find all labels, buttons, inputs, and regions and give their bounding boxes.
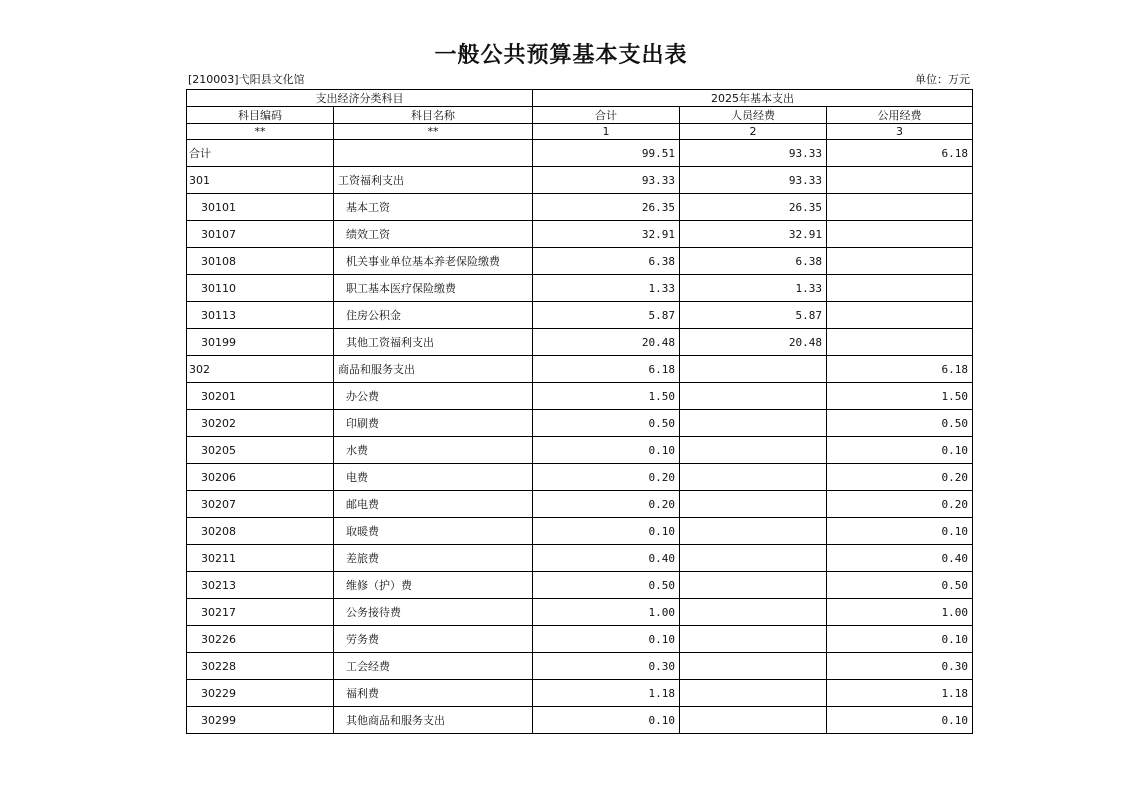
table-row <box>187 275 973 302</box>
row-code: 30213 <box>187 572 334 599</box>
row-code: 30101 <box>187 194 334 221</box>
row-personnel: 93.33 <box>680 167 827 194</box>
header-code: 科目编码 <box>187 107 334 124</box>
row-personnel <box>680 491 827 518</box>
table-row <box>187 437 973 464</box>
row-code: 30205 <box>187 437 334 464</box>
row-name: 福利费 <box>334 680 533 707</box>
row-name: 住房公积金 <box>334 302 533 329</box>
row-code: 30206 <box>187 464 334 491</box>
row-personnel <box>680 707 827 734</box>
row-name <box>334 140 533 167</box>
row-total: 0.10 <box>533 518 680 545</box>
row-name: 电费 <box>334 464 533 491</box>
row-public: 1.00 <box>827 599 973 626</box>
row-public: 0.50 <box>827 572 973 599</box>
header-public: 公用经费 <box>827 107 973 124</box>
row-name: 其他商品和服务支出 <box>334 707 533 734</box>
row-personnel <box>680 437 827 464</box>
header-row-columns <box>187 107 973 124</box>
row-name: 机关事业单位基本养老保险缴费 <box>334 248 533 275</box>
row-code: 30211 <box>187 545 334 572</box>
header-row-group <box>187 90 973 107</box>
row-code: 30202 <box>187 410 334 437</box>
row-name: 绩效工资 <box>334 221 533 248</box>
row-total: 0.10 <box>533 707 680 734</box>
row-public: 6.18 <box>827 140 973 167</box>
row-name: 工会经费 <box>334 653 533 680</box>
row-code: 302 <box>187 356 334 383</box>
table-row <box>187 194 973 221</box>
row-code: 30228 <box>187 653 334 680</box>
index-code: ** <box>187 124 334 140</box>
page-title: 一般公共预算基本支出表 <box>434 42 688 68</box>
row-public <box>827 248 973 275</box>
table-row <box>187 680 973 707</box>
row-public <box>827 167 973 194</box>
row-code: 30110 <box>187 275 334 302</box>
row-personnel <box>680 383 827 410</box>
table-row <box>187 140 973 167</box>
row-name: 商品和服务支出 <box>334 356 533 383</box>
row-name: 其他工资福利支出 <box>334 329 533 356</box>
row-personnel <box>680 572 827 599</box>
row-name: 差旅费 <box>334 545 533 572</box>
row-name: 水费 <box>334 437 533 464</box>
table-body <box>187 140 973 734</box>
row-name: 维修（护）费 <box>334 572 533 599</box>
row-name: 办公费 <box>334 383 533 410</box>
table-row <box>187 464 973 491</box>
row-name: 公务接待费 <box>334 599 533 626</box>
row-total: 93.33 <box>533 167 680 194</box>
row-public <box>827 275 973 302</box>
row-public <box>827 302 973 329</box>
row-total: 0.30 <box>533 653 680 680</box>
index-name: ** <box>334 124 533 140</box>
index-total: 1 <box>533 124 680 140</box>
row-code: 30113 <box>187 302 334 329</box>
row-total: 20.48 <box>533 329 680 356</box>
header-expense-classification: 支出经济分类科目 <box>187 90 533 107</box>
row-public <box>827 221 973 248</box>
row-total: 32.91 <box>533 221 680 248</box>
header-personnel: 人员经费 <box>680 107 827 124</box>
row-personnel <box>680 680 827 707</box>
row-code: 30108 <box>187 248 334 275</box>
row-public: 1.50 <box>827 383 973 410</box>
row-code: 30299 <box>187 707 334 734</box>
row-total: 0.10 <box>533 626 680 653</box>
index-personnel: 2 <box>680 124 827 140</box>
table-row <box>187 356 973 383</box>
row-total: 1.18 <box>533 680 680 707</box>
row-name: 职工基本医疗保险缴费 <box>334 275 533 302</box>
row-public <box>827 329 973 356</box>
table-row <box>187 248 973 275</box>
header-total: 合计 <box>533 107 680 124</box>
row-public: 6.18 <box>827 356 973 383</box>
row-personnel <box>680 518 827 545</box>
row-personnel: 32.91 <box>680 221 827 248</box>
row-name: 取暖费 <box>334 518 533 545</box>
table-row <box>187 707 973 734</box>
row-total: 1.50 <box>533 383 680 410</box>
row-personnel: 26.35 <box>680 194 827 221</box>
table-row <box>187 653 973 680</box>
table-row <box>187 302 973 329</box>
table-row <box>187 518 973 545</box>
budget-table <box>186 89 973 734</box>
row-total: 6.38 <box>533 248 680 275</box>
header-name: 科目名称 <box>334 107 533 124</box>
row-total: 26.35 <box>533 194 680 221</box>
row-code: 30199 <box>187 329 334 356</box>
row-personnel <box>680 410 827 437</box>
row-total: 6.18 <box>533 356 680 383</box>
row-total: 5.87 <box>533 302 680 329</box>
row-name: 基本工资 <box>334 194 533 221</box>
row-public: 0.10 <box>827 518 973 545</box>
table-row <box>187 599 973 626</box>
row-personnel <box>680 653 827 680</box>
row-personnel <box>680 464 827 491</box>
row-public: 0.10 <box>827 437 973 464</box>
row-name: 印刷费 <box>334 410 533 437</box>
row-personnel <box>680 599 827 626</box>
row-public: 0.10 <box>827 707 973 734</box>
row-name: 劳务费 <box>334 626 533 653</box>
row-code: 30226 <box>187 626 334 653</box>
row-name: 邮电费 <box>334 491 533 518</box>
row-code: 30217 <box>187 599 334 626</box>
table-row <box>187 545 973 572</box>
table-row <box>187 410 973 437</box>
index-public: 3 <box>827 124 973 140</box>
row-total: 0.50 <box>533 572 680 599</box>
row-public: 0.20 <box>827 464 973 491</box>
row-public: 0.40 <box>827 545 973 572</box>
row-code: 合计 <box>187 140 334 167</box>
table-row <box>187 329 973 356</box>
row-personnel: 93.33 <box>680 140 827 167</box>
row-personnel: 1.33 <box>680 275 827 302</box>
row-public: 0.20 <box>827 491 973 518</box>
row-total: 99.51 <box>533 140 680 167</box>
row-code: 30201 <box>187 383 334 410</box>
row-code: 30208 <box>187 518 334 545</box>
table-row <box>187 167 973 194</box>
header-basic-expenditure: 2025年基本支出 <box>533 90 973 107</box>
row-total: 0.20 <box>533 491 680 518</box>
row-personnel: 20.48 <box>680 329 827 356</box>
row-code: 30207 <box>187 491 334 518</box>
row-public: 0.30 <box>827 653 973 680</box>
row-public: 1.18 <box>827 680 973 707</box>
organization-label: [210003]弋阳县文化馆 <box>188 73 305 86</box>
table-row <box>187 383 973 410</box>
row-code: 30107 <box>187 221 334 248</box>
row-personnel <box>680 626 827 653</box>
table-row <box>187 221 973 248</box>
row-code: 301 <box>187 167 334 194</box>
row-personnel: 5.87 <box>680 302 827 329</box>
row-personnel <box>680 356 827 383</box>
row-total: 0.50 <box>533 410 680 437</box>
row-personnel: 6.38 <box>680 248 827 275</box>
row-name: 工资福利支出 <box>334 167 533 194</box>
unit-label: 单位：万元 <box>915 73 970 86</box>
table-row <box>187 572 973 599</box>
header-row-index <box>187 124 973 140</box>
row-total: 0.20 <box>533 464 680 491</box>
row-total: 1.00 <box>533 599 680 626</box>
table-row <box>187 626 973 653</box>
row-total: 1.33 <box>533 275 680 302</box>
row-total: 0.10 <box>533 437 680 464</box>
row-total: 0.40 <box>533 545 680 572</box>
table-row <box>187 491 973 518</box>
row-code: 30229 <box>187 680 334 707</box>
row-personnel <box>680 545 827 572</box>
row-public: 0.50 <box>827 410 973 437</box>
row-public: 0.10 <box>827 626 973 653</box>
row-public <box>827 194 973 221</box>
